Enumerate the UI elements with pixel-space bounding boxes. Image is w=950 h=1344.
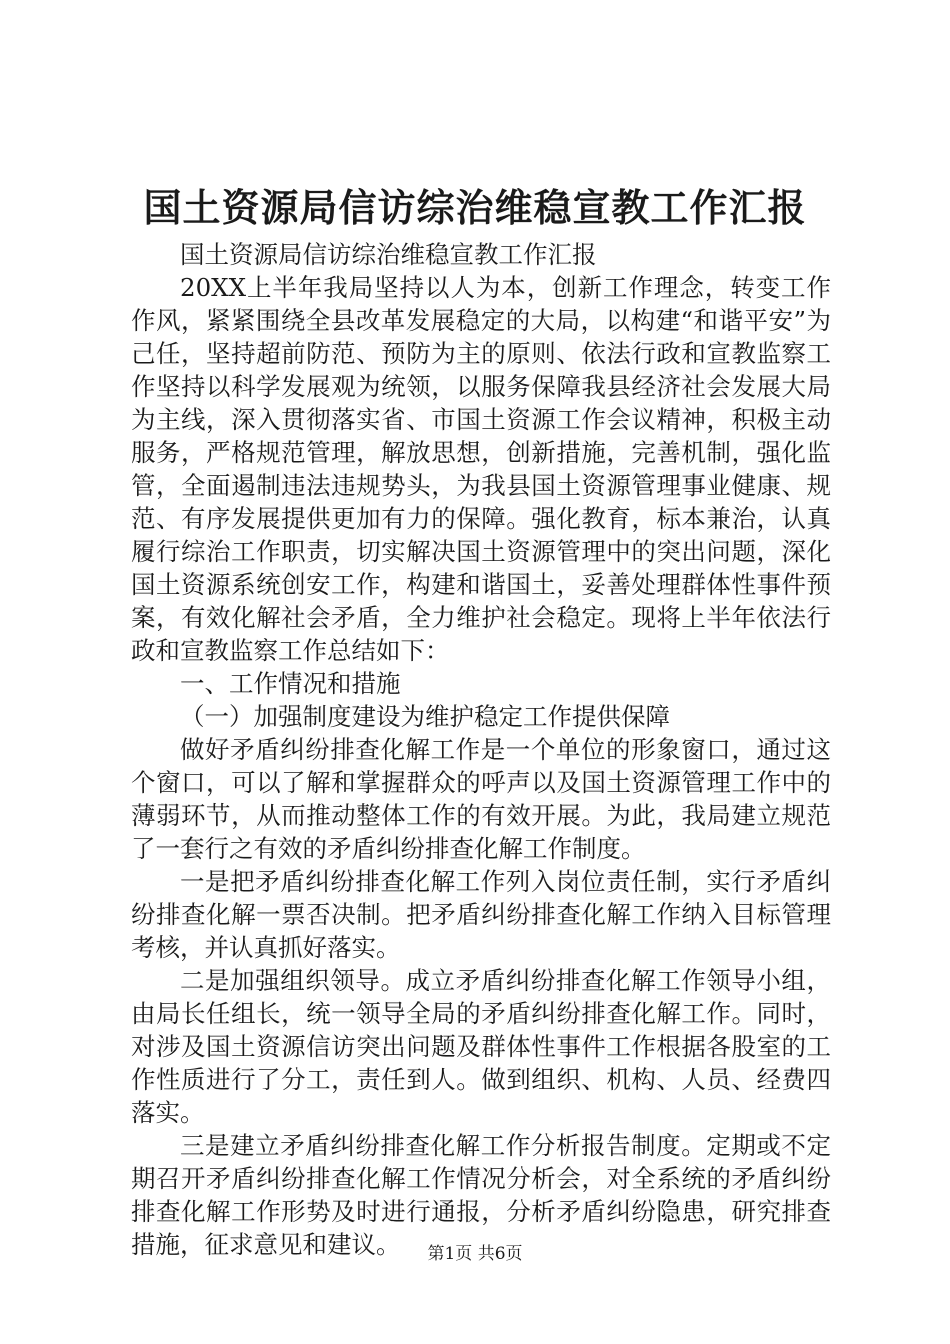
paragraph-intro: 20XX上半年我局坚持以人为本，创新工作理念，转变工作作风，紧紧围绕全县改革发展稳定的大局，以构建“和谐平安”为己任，坚持超前防范、预防为主的原则、依法行政和宣教监察工作坚持以科学发展观为统领，以服务保障我县经济社会发展大局为主线，深入贯彻落实省、市国土资源工作会议精神，积极主动服务，严格规范管理，解放思想，创新措施，完善机制，强化监管，全面遏制违法违规势头，为我县国土资源管理事业健康、规范、有序发展提供更加有力的保障。强化教育，标本兼治，认真履行综治工作职责，切实解决国土资源管理中的突出问题，深化国土资源系统创安工作，构建和谐国土，妥善处理群体性事件预案，有效化解社会矛盾，全力维护社会稳定。现将上半年依法行政和宣教监察工作总结如下：: [131, 273, 831, 665]
section-heading: 一、工作情况和措施: [180, 669, 401, 698]
paragraph-subtitle: 国土资源局信访综治维稳宣教工作汇报: [180, 240, 597, 269]
paragraph-body: 一是把矛盾纠纷排查化解工作列入岗位责任制，实行矛盾纠纷排查化解一票否决制。把矛盾纠纷排查化解工作纳入目标管理考核，并认真抓好落实。: [131, 867, 831, 962]
document-body: [131, 238, 831, 1261]
paragraph-body: 二是加强组织领导。成立矛盾纠纷排查化解工作领导小组，由局长任组长，统一领导全局的矛盾纠纷排查化解工作。同时，对涉及国土资源信访突出问题及群体性事件工作根据各股室的工作性质进行了分工，责任到人。做到组织、机构、人员、经费四落实。: [131, 966, 831, 1127]
page-number-footer: 第1页 共6页: [427, 1244, 523, 1264]
paragraph-body: 三是建立矛盾纠纷排查化解工作分析报告制度。定期或不定期召开矛盾纠纷排查化解工作情况分析会，对全系统的矛盾纠纷排查化解工作形势及时进行通报，分析矛盾纠纷隐患，研究排查措施，征求意见和建议。: [131, 1131, 831, 1259]
paragraph-body: 做好矛盾纠纷排查化解工作是一个单位的形象窗口，通过这个窗口，可以了解和掌握群众的呼声以及国土资源管理工作中的薄弱环节，从而推动整体工作的有效开展。为此，我局建立规范了一套行之有效的矛盾纠纷排查化解工作制度。: [131, 735, 831, 863]
subsection-heading: （一）加强制度建设为维护稳定工作提供保障: [180, 702, 670, 731]
document-title: 国土资源局信访综治维稳宣教工作汇报: [143, 185, 807, 230]
